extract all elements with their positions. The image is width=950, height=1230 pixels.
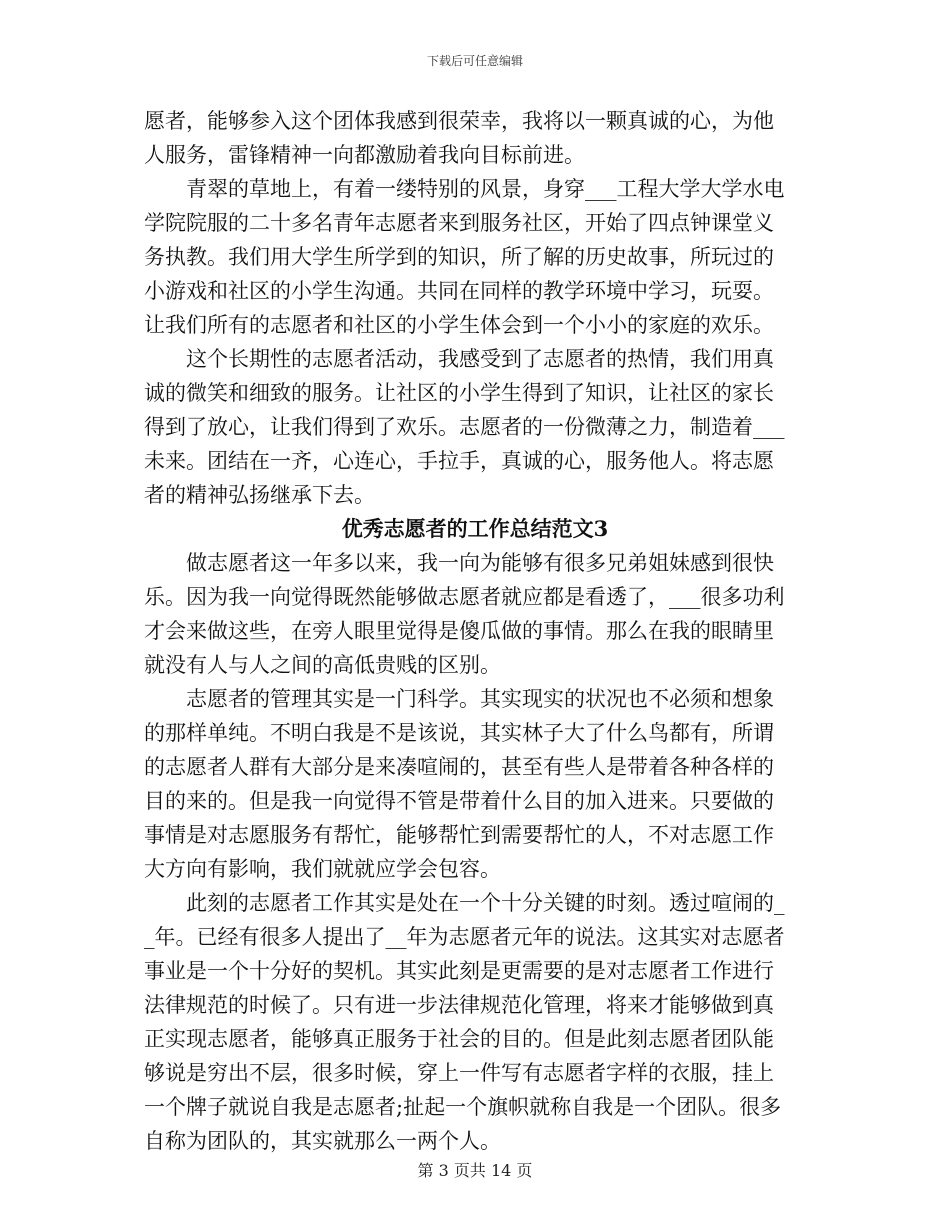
text-line: 诚的微笑和细致的服务。让社区的小学生得到了知识，让社区的家长	[144, 381, 774, 405]
paragraph-start-line: 做志愿者这一年多以来，我一向为能够有很多兄弟姐妹感到很快	[186, 551, 774, 575]
text-line: 的那样单纯。不明白我是不是该说，其实林子大了什么鸟都有，所谓	[144, 721, 774, 745]
text-line: _年。已经有很多人提出了__年为志愿者元年的说法。这其实对志愿者	[144, 925, 785, 949]
text-line: 学院院服的二十多名青年志愿者来到服务社区，开始了四点钟课堂义	[144, 211, 774, 235]
text-line: 正实现志愿者，能够真正服务于社会的目的。但是此刻志愿者团队能	[144, 1027, 774, 1051]
text-line: 自称为团队的，其实就那么一两个人。	[144, 1129, 501, 1153]
text-line: 的志愿者人群有大部分是来凑喧闹的，甚至有些人是带着各种各样的	[144, 755, 774, 779]
text-line: 得到了放心，让我们得到了欢乐。志愿者的一份微薄之力，制造着___	[144, 415, 785, 439]
text-line: 事情是对志愿服务有帮忙，能够帮忙到需要帮忙的人，不对志愿工作	[144, 823, 774, 847]
text-line: 大方向有影响，我们就就应学会包容。	[144, 857, 501, 881]
text-line: 务执教。我们用大学生所学到的知识，所了解的历史故事，所玩过的	[144, 245, 774, 269]
text-line: 乐。因为我一向觉得既然能够做志愿者就应都是看透了，___很多功利	[144, 585, 785, 609]
text-line: 小游戏和社区的小学生沟通。共同在同样的教学环境中学习，玩耍。	[144, 279, 774, 303]
text-line: 愿者，能够参入这个团体我感到很荣幸，我将以一颗真诚的心，为他	[144, 109, 774, 133]
text-line: 目的来的。但是我一向觉得不管是带着什么目的加入进来。只要做的	[144, 789, 774, 813]
page-number: 第 3 页共 14 页	[417, 1161, 533, 1180]
document-body	[144, 104, 806, 1158]
text-line: 者的精神弘扬继承下去。	[144, 483, 375, 507]
paragraph-start-line: 这个长期性的志愿者活动，我感受到了志愿者的热情，我们用真	[186, 347, 774, 371]
text-line: 人服务，雷锋精神一向都激励着我向目标前进。	[144, 143, 585, 167]
page-header: 下载后可任意编辑	[426, 54, 523, 68]
text-line: 事业是一个十分好的契机。其实此刻是更需要的是对志愿者工作进行	[144, 959, 774, 983]
paragraph-start-line: 青翠的草地上，有着一缕特别的风景，身穿___工程大学大学水电	[186, 177, 785, 201]
text-line: 才会来做这些，在旁人眼里觉得是傻瓜做的事情。那么在我的眼睛里	[144, 619, 774, 643]
text-line: 够说是穷出不层，很多时候，穿上一件写有志愿者字样的衣服，挂上	[144, 1061, 774, 1085]
section-heading: 优秀志愿者的工作总结范文3	[341, 516, 609, 541]
paragraph-start-line: 此刻的志愿者工作其实是处在一个十分关键的时刻。透过喧闹的_	[186, 891, 785, 915]
text-line: 一个牌子就说自我是志愿者;扯起一个旗帜就称自我是一个团队。很多	[144, 1095, 782, 1119]
paragraph-start-line: 志愿者的管理其实是一门科学。其实现实的状况也不必须和想象	[186, 687, 774, 711]
text-line: 就没有人与人之间的高低贵贱的区别。	[144, 653, 501, 677]
text-line: 法律规范的时候了。只有进一步法律规范化管理，将来才能够做到真	[144, 993, 774, 1017]
text-line: 未来。团结在一齐，心连心，手拉手，真诚的心，服务他人。将志愿	[144, 449, 774, 473]
text-line: 让我们所有的志愿者和社区的小学生体会到一个小小的家庭的欢乐。	[144, 313, 774, 337]
